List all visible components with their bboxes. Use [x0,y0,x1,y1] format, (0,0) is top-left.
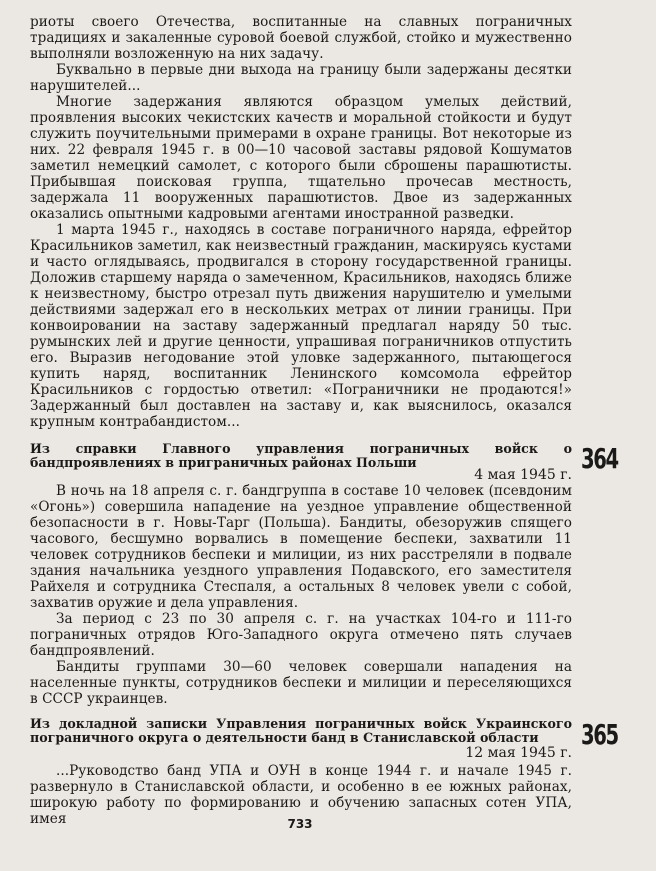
document-364-date: 4 мая 1945 г. [474,467,572,483]
document-365-heading: Из докладной записки Управления пограничных войск Украинского пограничного округа о деятельности банд в Станиславской области [30,716,572,745]
paragraph: 1 марта 1945 г., находясь в составе пограничного наряда, ефрейтор Красильников заметил, как неизвестный гражданин, маскируясь кустами и часто оглядываясь, продвигался в сторону государственной границы. Доложив старшему наряда о замеченном, Красильников, находясь ближе к неизвестному, быстро отрезал путь движения нарушителю и умелыми действиями задержал его в нескольких метрах от линии границы. При конвоировании на заставу задержанный предлагал наряду 50 тыс. румынских лей и другие ценности, упрашивая пограничников отпустить его. Выразив негодование этой уловке задержанного, пытающегося купить наряд, воспитанник Ленинского комсомола ефрейтор Красильников с гордостью ответил: «Пограничники не продаются!» Задержанный был доставлен на заставу и, как выяснилось, оказался крупным контрабандистом... [30,222,572,430]
page-number: 733 [287,817,313,831]
paragraph: За период с 23 по 30 апреля с. г. на участках 104-го и 111-го пограничных отрядов Юго-Западного округа отмечено пять случаев бандпроявлений. [30,611,572,659]
paragraph: ...Руководство банд УПА и ОУН в конце 1944 г. и начале 1945 г. развернуло в Станиславской области, и особенно в ее южных районах, широкую работу по формированию и обучению запасных сотен УПА, имея [30,763,572,827]
document-364-body [30,483,572,707]
document-365-number: 365 [581,718,618,751]
document-364-number: 364 [581,442,618,475]
document-364-heading: Из справки Главного управления пограничных войск о бандпроявлениях в приграничных районах Польши [30,441,572,470]
document-365-date: 12 мая 1945 г. [465,745,572,761]
paragraph: Бандиты группами 30—60 человек совершали нападения на населенные пункты, сотрудников беспеки и милиции и переселяющихся в СССР украинцев. [30,659,572,707]
paragraph: В ночь на 18 апреля с. г. бандгруппа в составе 10 человек (псевдоним «Огонь») совершила нападение на уездное управление общественной безопасности в г. Новы-Тарг (Польша). Бандиты, обезоружив спящего часового, бесшумно ворвались в помещение беспеки, захватили 11 человек сотрудников беспеки и милиции, из них расстреляли в подвале здания начальника уездного управления Подавского, его заместителя Райхеля и сотрудника Стеспаля, а остальных 8 человек увели с собой, захватив оружие и дела управления. [30,483,572,611]
paragraph: риоты своего Отечества, воспитанные на славных пограничных традициях и закаленные суровой боевой службой, стойко и мужественно выполняли возложенную на них задачу. [30,14,572,62]
paragraph: Многие задержания являются образцом умелых действий, проявления высоких чекистских качеств и моральной стойкости и будут служить поучительными примерами в охране границы. Вот некоторые из них. 22 февраля 1945 г. в 00—10 часовой заставы рядовой Кошуматов заметил немецкий самолет, с которого были сброшены парашютисты. Прибывшая поисковая группа, тщательно прочесав местность, задержала 11 вооруженных парашютистов. Двое из задержанных оказались опытными кадровыми агентами иностранной разведки. [30,94,572,222]
paragraph: Буквально в первые дни выхода на границу были задержаны десятки нарушителей... [30,62,572,94]
continued-text-block [30,14,572,430]
